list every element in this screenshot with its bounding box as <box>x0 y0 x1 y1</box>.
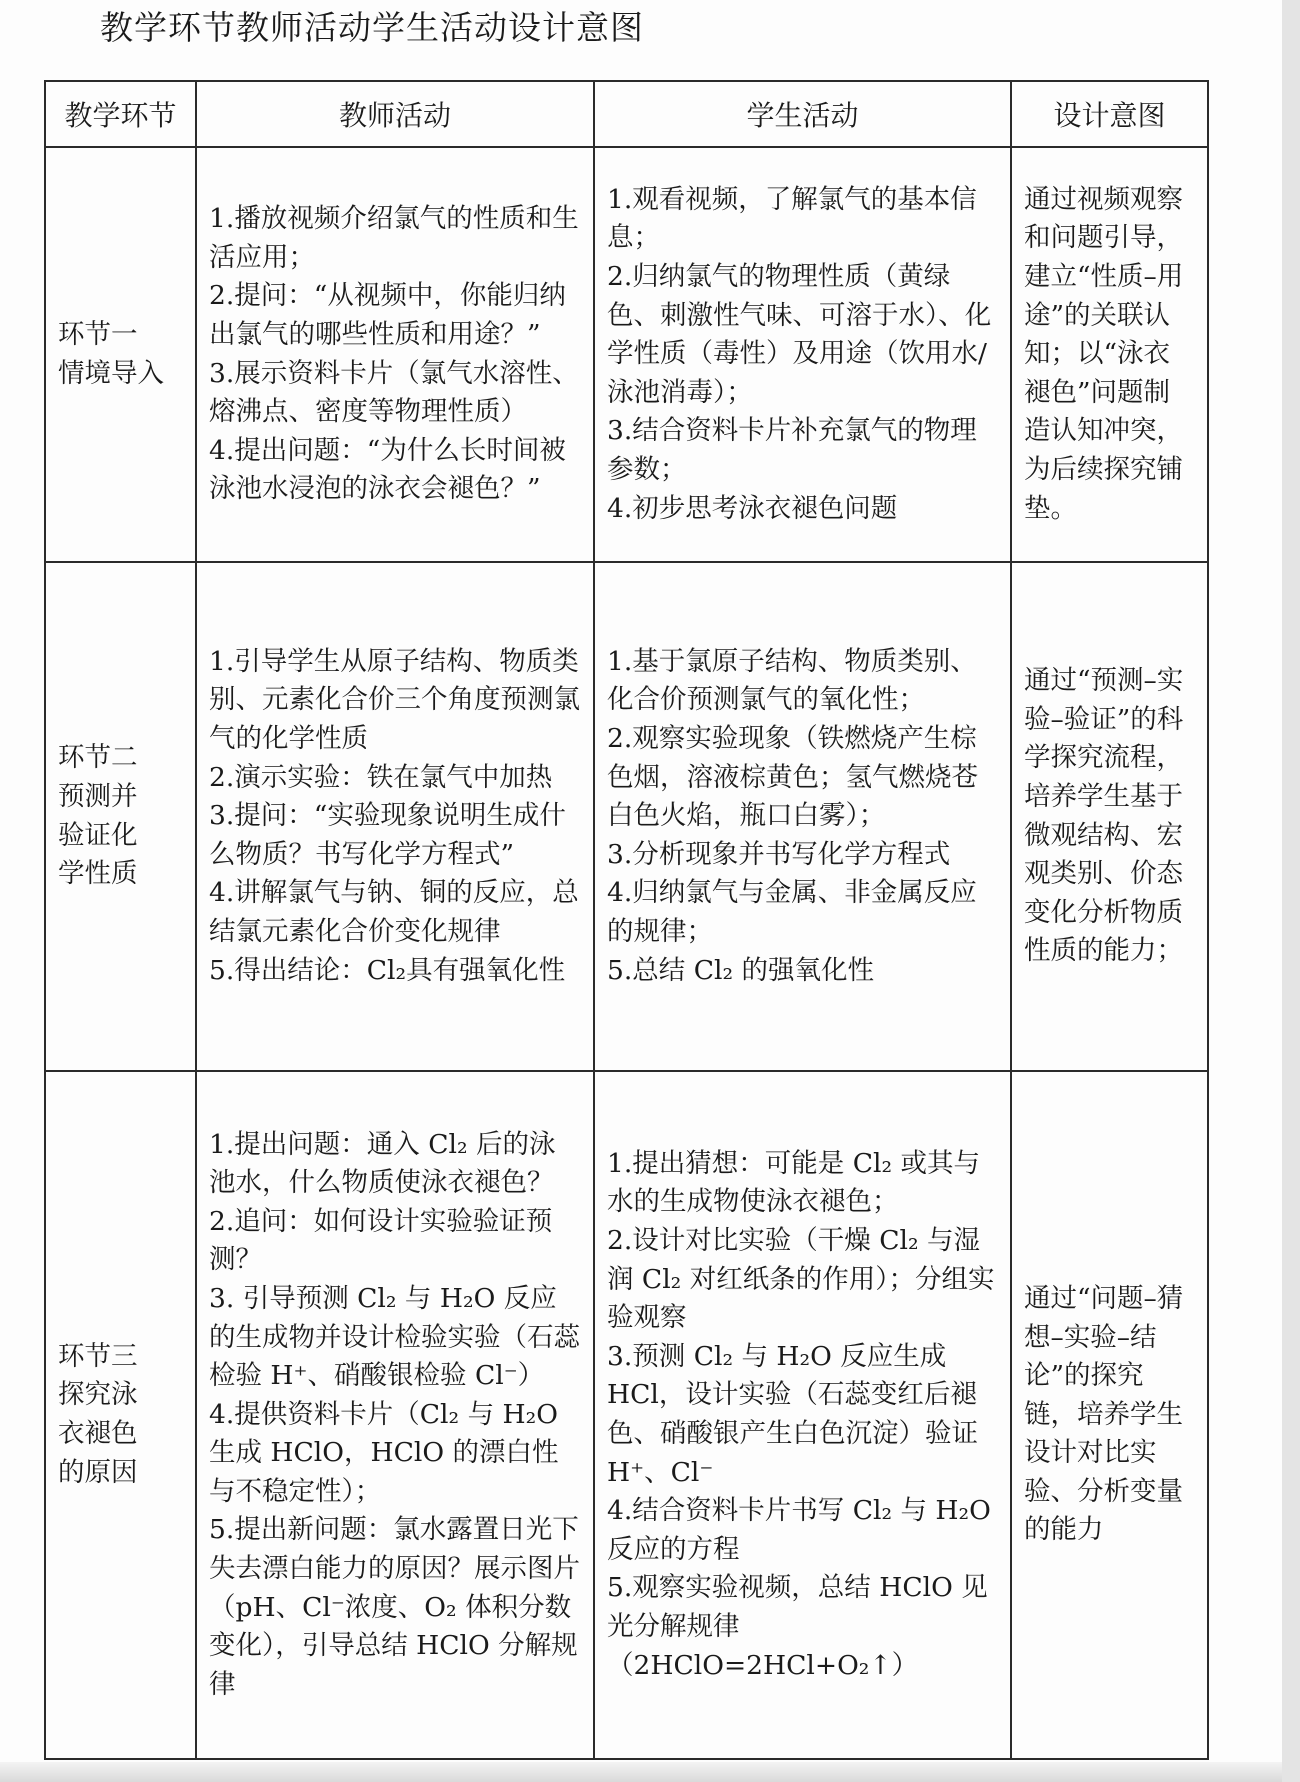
student-item: 3.分析现象并书写化学方程式 <box>607 838 951 870</box>
student-item: 3.预测 Cl₂ 与 H₂O 反应生成 HCl，设计实验（石蕊变红后褪色、硝酸银产生白色沉淀）验证 H⁺、Cl⁻ <box>607 1340 978 1488</box>
student-item: 1.基于氯原子结构、物质类别、化合价预测氯气的氧化性； <box>607 645 977 716</box>
teacher-item: 3.提问：“实验现象说明生成什么物质？书写化学方程式” <box>209 800 566 870</box>
student-cell <box>594 147 1011 562</box>
student-item: 2.归纳氯气的物理性质（黄绿色、刺激性气味、可溶于水）、化学性质（毒性）及用途（饮用水/泳池消毒）； <box>607 261 992 408</box>
table-row <box>45 147 1208 562</box>
stage-line: 验证化 <box>58 819 138 851</box>
stage-cell <box>45 147 196 562</box>
teacher-item: 3.展示资料卡片（氯气水溶性、熔沸点、密度等物理性质） <box>209 357 579 428</box>
stage-line: 衣褪色 <box>58 1418 138 1449</box>
student-cell <box>594 1071 1011 1759</box>
teacher-item: 5.提出新问题：氯水露置日光下失去漂白能力的原因？展示图片（pH、Cl⁻浓度、O₂ 体积分数变化），引导总结 HClO 分解规律 <box>209 1514 580 1700</box>
stage-line: 的原因 <box>58 1456 138 1488</box>
intent-cell: 通过“预测–实验–验证”的科学探究流程，培养学生基于微观结构、宏观类别、价态变化分析物质性质的能力； <box>1011 562 1208 1071</box>
header-student: 学生活动 <box>594 81 1011 147</box>
teaching-design-table <box>44 80 1209 1760</box>
student-item: 4.结合资料卡片书写 Cl₂ 与 H₂O 反应的方程 <box>607 1495 991 1565</box>
stage-line: 环节三 <box>58 1340 138 1372</box>
teacher-cell <box>196 1071 594 1759</box>
student-item: 2.观察实验现象（铁燃烧产生棕色烟，溶液棕黄色；氢气燃烧苍白色火焰，瓶口白雾）； <box>607 723 978 832</box>
stage-cell <box>45 562 196 1071</box>
header-stage: 教学环节 <box>45 81 196 147</box>
student-item: 1.提出猜想：可能是 Cl₂ 或其与水的生成物使泳衣褪色； <box>607 1147 981 1218</box>
teacher-item: 4.提供资料卡片（Cl₂ 与 H₂O 生成 HClO，HClO 的漂白性与不稳定性）； <box>209 1398 559 1507</box>
teacher-item: 3. 引导预测 Cl₂ 与 H₂O 反应的生成物并设计检验实验（石蕊检验 H⁺、硝酸银检验 Cl⁻） <box>209 1282 580 1392</box>
header-intent: 设计意图 <box>1011 81 1208 147</box>
student-item: 5.总结 Cl₂ 的强氧化性 <box>607 954 875 986</box>
intent-cell: 通过视频观察和问题引导，建立“性质–用途”的关联认知；以“泳衣褪色”问题制造认知冲突，为后续探究铺垫。 <box>1011 147 1208 562</box>
table-row <box>45 1071 1208 1759</box>
student-item: 1.观看视频，了解氯气的基本信息； <box>607 183 977 254</box>
teacher-item: 1.引导学生从原子结构、物质类别、元素化合价三个角度预测氯气的化学性质 <box>209 645 580 755</box>
stage-line: 学性质 <box>58 858 138 890</box>
teacher-item: 2.提问：“从视频中，你能归纳出氯气的哪些性质和用途？” <box>209 280 566 350</box>
teacher-cell <box>196 562 594 1071</box>
stage-line: 情境导入 <box>58 357 164 389</box>
student-item: 4.初步思考泳衣褪色问题 <box>607 492 898 524</box>
stage-line: 探究泳 <box>58 1379 138 1411</box>
student-cell <box>594 562 1011 1071</box>
teacher-item: 2.追问：如何设计实验验证预测？ <box>209 1205 553 1276</box>
table-row <box>45 562 1208 1071</box>
intent-cell: 通过“问题–猜想–实验–结论”的探究链，培养学生设计对比实验、分析变量的能力 <box>1011 1071 1208 1759</box>
student-item: 4.归纳氯气与金属、非金属反应的规律； <box>607 877 977 947</box>
teacher-item: 4.讲解氯气与钠、铜的反应，总结氯元素化合价变化规律 <box>209 877 579 947</box>
header-teacher: 教师活动 <box>196 81 594 147</box>
stage-line: 环节二 <box>58 742 138 774</box>
stage-line: 预测并 <box>58 780 138 812</box>
teacher-item: 5.得出结论：Cl₂具有强氧化性 <box>209 954 566 986</box>
header-row <box>45 81 1208 147</box>
stage-line: 环节一 <box>58 318 138 350</box>
teacher-item: 2.演示实验：铁在氯气中加热 <box>209 761 553 793</box>
student-item: 5.观察实验视频，总结 HClO 见光分解规律（2HClO=2HCl+O₂↑） <box>607 1572 988 1681</box>
teacher-item: 1.播放视频介绍氯气的性质和生活应用； <box>209 203 579 273</box>
page-bottom-shadow <box>0 1762 1282 1782</box>
teacher-cell <box>196 147 594 562</box>
table-caption: 教学环节教师活动学生活动设计意图 <box>100 8 644 47</box>
stage-cell <box>45 1071 196 1759</box>
student-item: 3.结合资料卡片补充氯气的物理参数； <box>607 415 977 485</box>
teacher-item: 4.提出问题：“为什么长时间被泳池水浸泡的泳衣会褪色？” <box>209 434 566 505</box>
student-item: 2.设计对比实验（干燥 Cl₂ 与湿润 Cl₂ 对红纸条的作用）；分组实验观察 <box>607 1225 995 1334</box>
teacher-item: 1.提出问题：通入 Cl₂ 后的泳池水，什么物质使泳衣褪色？ <box>209 1128 556 1199</box>
